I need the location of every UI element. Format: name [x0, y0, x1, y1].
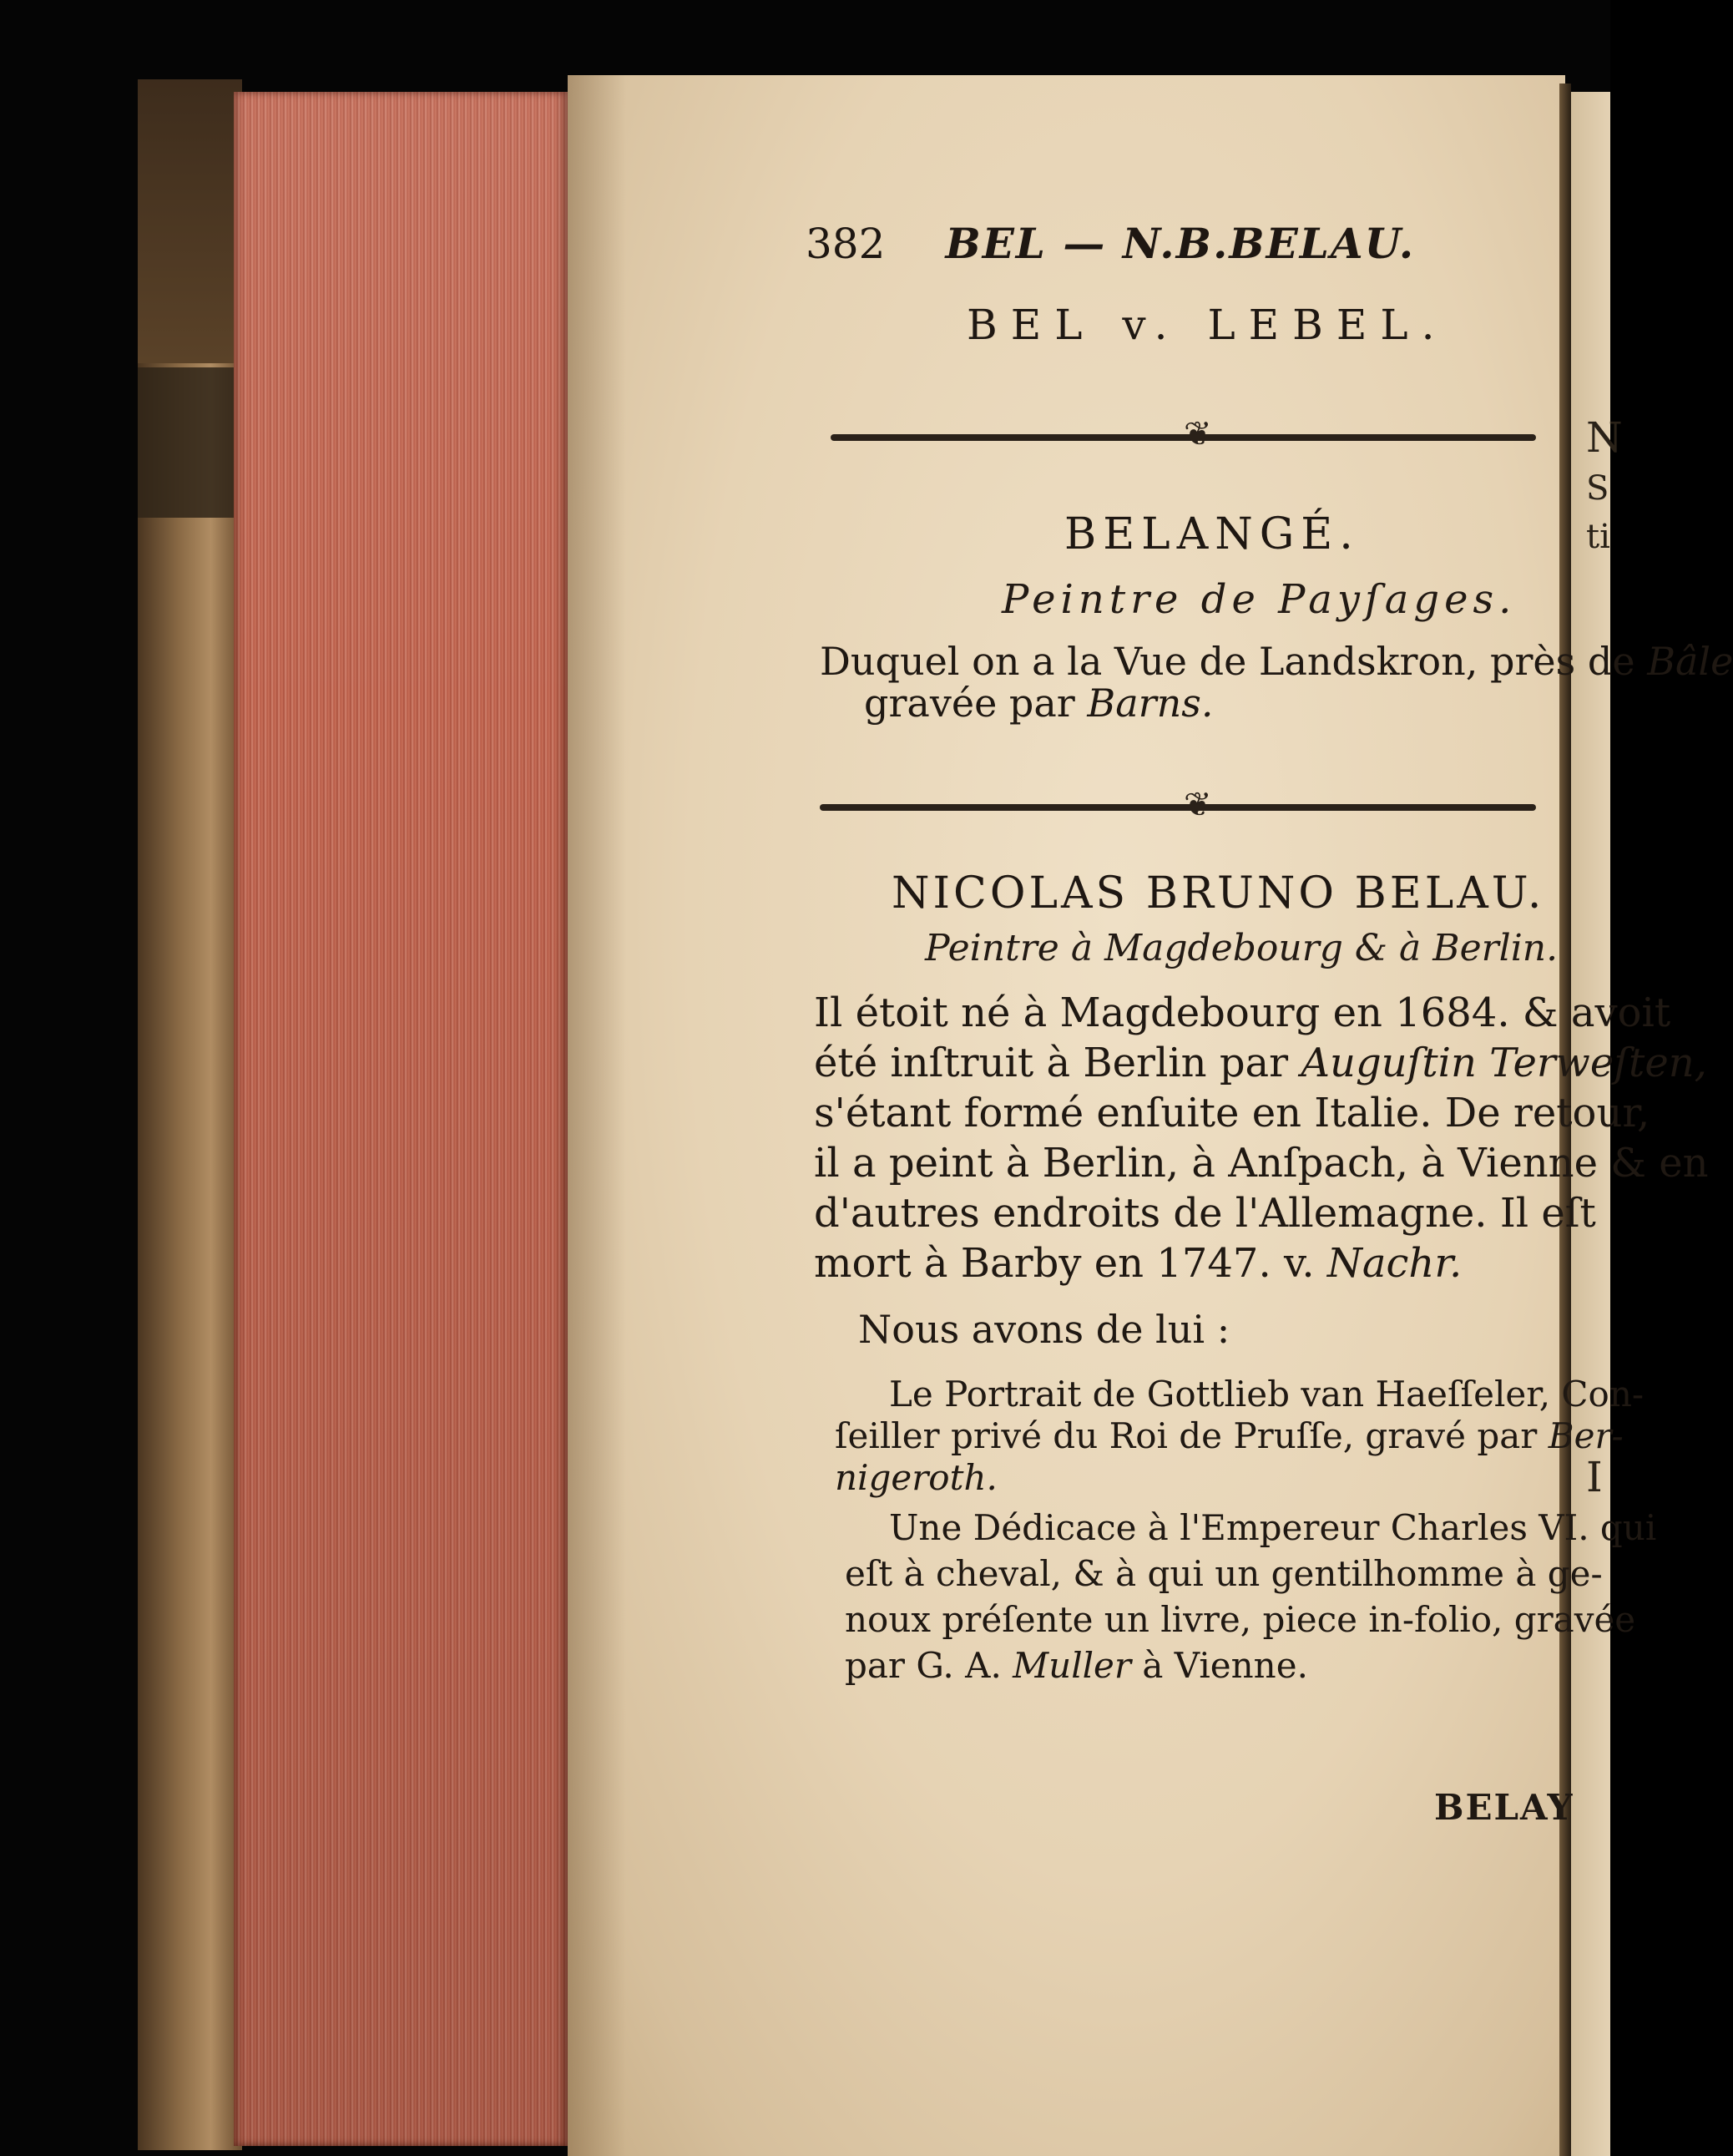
facing-page-fragment: S	[1586, 469, 1609, 508]
page-fold-shadow	[568, 75, 626, 2156]
line-text: mort à Barby en 1747. v.	[814, 1240, 1327, 1287]
cross-reference: BEL v. LEBEL.	[967, 301, 1448, 349]
text-line	[889, 1374, 1644, 1415]
text-line	[845, 1599, 1635, 1640]
line-text: été inſtruit à Berlin par	[814, 1040, 1301, 1086]
ornamental-rule	[820, 804, 1536, 811]
line-italic: Nachr.	[1326, 1240, 1463, 1287]
line-text: Il étoit né à Magdebourg en 1684. & avoit	[814, 989, 1671, 1036]
line-text: ſeiller privé du Roi de Pruſſe, gravé par	[835, 1415, 1549, 1456]
text-line	[845, 1645, 1308, 1686]
line-italic: Ber-	[1548, 1415, 1624, 1456]
line-text: par G. A.	[845, 1645, 1013, 1686]
line-italic: Barns.	[1087, 681, 1214, 726]
line-text: gravée par	[864, 681, 1088, 726]
text-line	[864, 681, 1213, 726]
rule-ornament: ❦	[1184, 786, 1212, 824]
running-title: BEL — N.B.BELAU.	[945, 219, 1416, 268]
line-text: Le Portrait de Gottlieb van Haeſſeler, Con-	[889, 1374, 1645, 1415]
facing-page-fragment: ti	[1586, 518, 1610, 556]
line-text: Une Dédicace à l'Empereur Charles VI. qui	[889, 1507, 1657, 1548]
text-line	[814, 989, 1670, 1036]
line-text: noux préſente un livre, piece in-folio, gravée	[845, 1599, 1636, 1640]
line-italic: Bâle	[1647, 639, 1733, 684]
entry-role: Peintre à Magdebourg & à Berlin.	[925, 927, 1559, 969]
text-line	[835, 1415, 1624, 1456]
line-text: eſt à cheval, & à qui un gentilhomme à ge-	[845, 1553, 1603, 1594]
entry-name: NICOLAS BRUNO BELAU.	[892, 868, 1545, 919]
rule-ornament: ❦	[1184, 415, 1212, 453]
facing-page-fragment: I	[1586, 1453, 1603, 1501]
text-line	[814, 1140, 1709, 1187]
text-line	[820, 639, 1733, 684]
page-number: 382	[806, 220, 886, 268]
line-text: il a peint à Berlin, à Anſpach, à Vienne & en	[814, 1140, 1709, 1187]
catchword: BELAY	[1434, 1787, 1574, 1828]
line-text-after: à Vienne.	[1131, 1645, 1308, 1686]
facing-page-fragment: N	[1586, 413, 1623, 462]
text-line	[845, 1553, 1603, 1594]
line-text: d'autres endroits de l'Allemagne. Il eſt	[814, 1190, 1596, 1237]
page-edges-shade	[234, 92, 568, 2146]
text-line	[814, 1040, 1707, 1086]
running-head	[806, 219, 1415, 268]
entry-role: Peintre de Payſages.	[1002, 576, 1517, 623]
line-text: s'étant formé enſuite en Italie. De retour,	[814, 1090, 1650, 1136]
text-line	[814, 1190, 1596, 1237]
text-line	[835, 1457, 998, 1498]
line-italic: Auguſtin Terweſten,	[1301, 1040, 1707, 1086]
entry-name: BELANGÉ.	[1064, 509, 1360, 559]
line-text: Nous avons de lui :	[858, 1307, 1230, 1352]
cover-worn-top	[138, 79, 242, 363]
text-line	[814, 1090, 1650, 1136]
line-italic: Muller	[1013, 1645, 1131, 1686]
text-line	[858, 1307, 1230, 1352]
text-line	[889, 1507, 1656, 1548]
text-line	[814, 1240, 1462, 1287]
line-text: Duquel on a la Vue de Landskron, près de	[820, 639, 1648, 684]
cover-tape	[138, 367, 242, 518]
line-italic: nigeroth.	[835, 1457, 998, 1498]
